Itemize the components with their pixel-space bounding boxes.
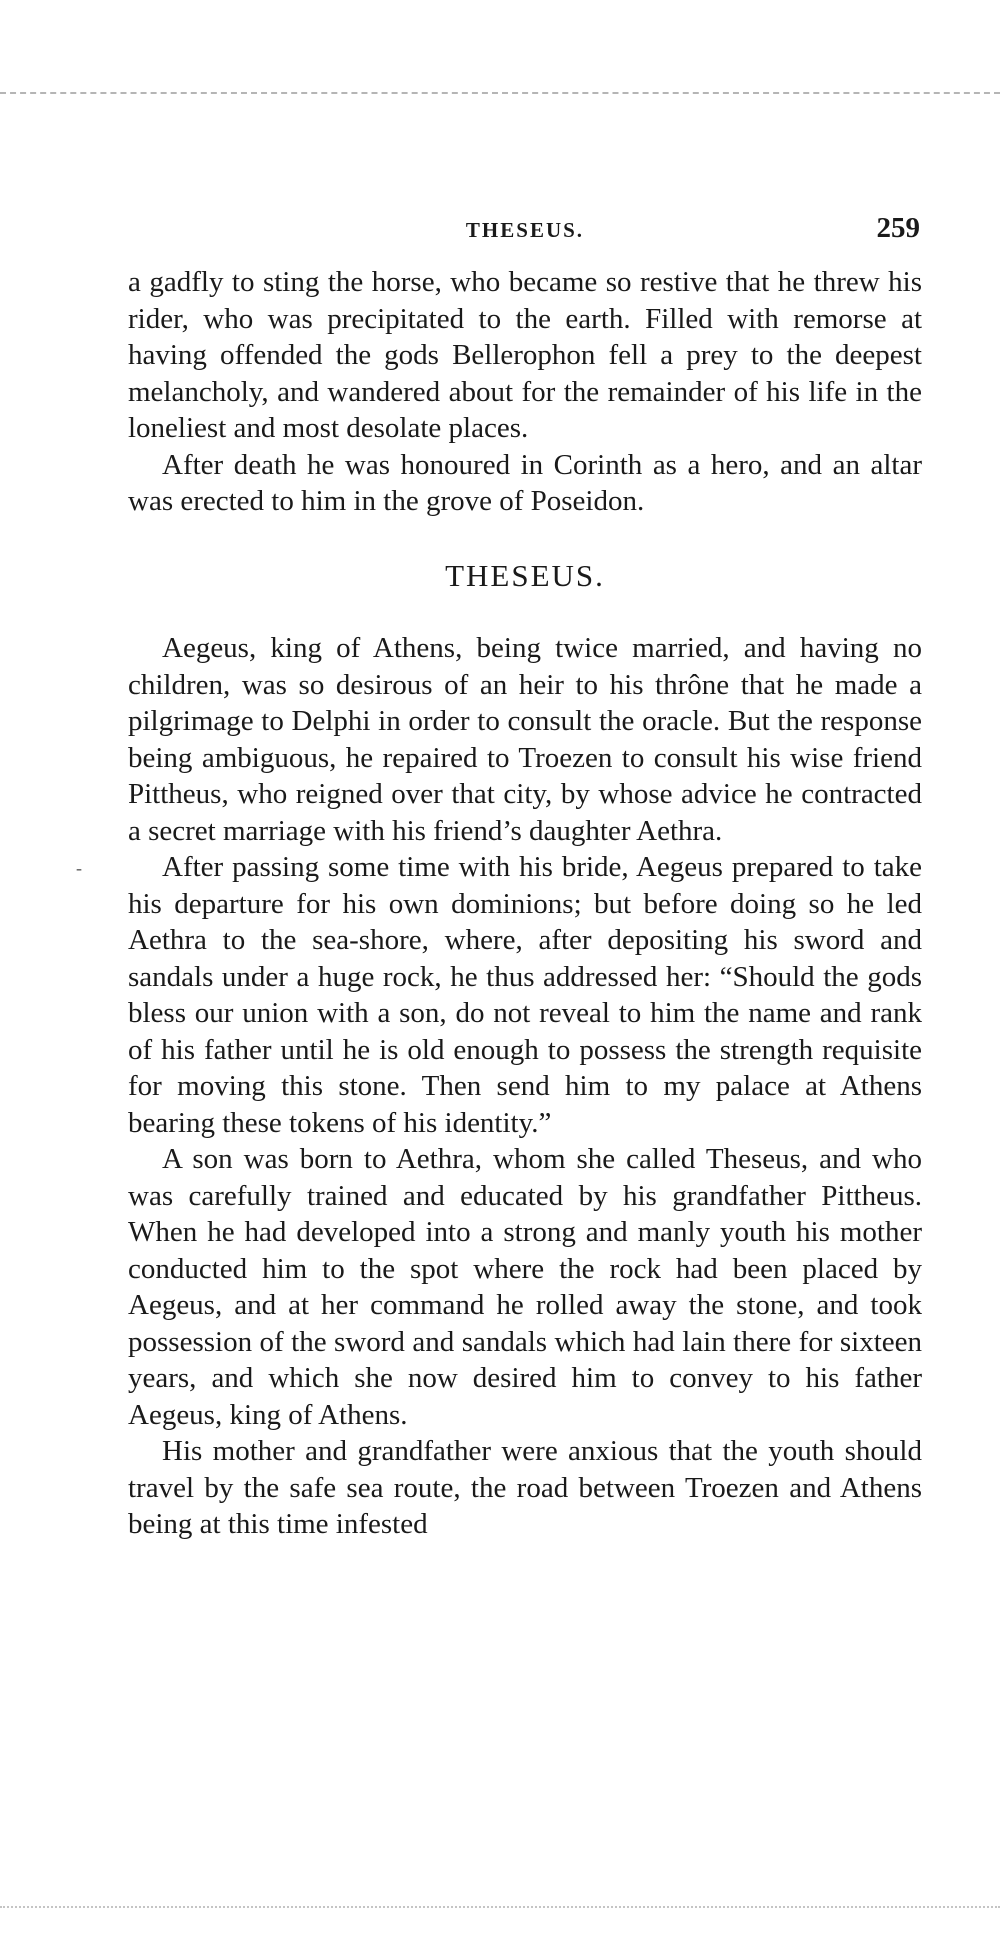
margin-mark: - bbox=[76, 858, 82, 878]
paragraph-travel: His mother and grandfather were anxious that the youth should travel by the safe sea route, the road between Troezen and Athens being at this time infested bbox=[128, 1435, 922, 1540]
paragraph-continuation: a gadfly to sting the horse, who became so restive that he threw his rider, who was precipitated to the earth. Filled with remorse at having offended the gods Bellerophon fell a prey to the deepest melancholy, and wandered about for the remainder of his life in the loneliest and most desolate places. bbox=[128, 266, 922, 444]
paragraph-bellerophon-death: After death he was honoured in Corinth as a hero, and an altar was erected to him in the grove of Poseidon. bbox=[128, 448, 922, 517]
scan-edge-top bbox=[0, 92, 1000, 94]
page-number: 259 bbox=[876, 212, 920, 244]
paragraph-son-born: A son was born to Aethra, whom she called Theseus, and who was carefully trained and educated by his grandfather Pittheus. When he had developed into a strong and manly youth his mother conducted him to the spot where the rock had been placed by Aegeus, and at her command he rolled away the stone, and took possession of the sword and sandals which had lain there for sixteen years, and which she now desired him to convey to his father Aegeus, king of Athens. bbox=[128, 1143, 922, 1431]
scan-edge-bottom bbox=[0, 1906, 1000, 1908]
running-title: THESEUS. bbox=[465, 218, 585, 242]
section-heading: THESEUS. bbox=[445, 557, 605, 593]
paragraph-departure: After passing some time with his bride, Aegeus prepared to take his departure for his own dominions; but before doing so he led Aethra to the sea-shore, where, after depositing his sword and sandals under a huge rock, he thus addressed her: “Should the gods bless our union with a son, do not reveal to him the name and rank of his father until he is old enough to possess the strength requisite for moving this stone. Then send him to my palace at Athens bearing these tokens of his identity.” bbox=[128, 851, 922, 1139]
running-head bbox=[130, 212, 920, 252]
paragraph-aegeus: Aegeus, king of Athens, being twice married, and having no children, was so desirous of an heir to his thrône that he made a pilgrimage to Delphi in order to consult the oracle. But the response being ambiguous, he repaired to Troezen to consult his wise friend Pittheus, who reigned over that city, by whose advice he contracted a secret marriage with his friend’s daughter Aethra. bbox=[128, 632, 922, 847]
body-text bbox=[128, 264, 922, 1543]
